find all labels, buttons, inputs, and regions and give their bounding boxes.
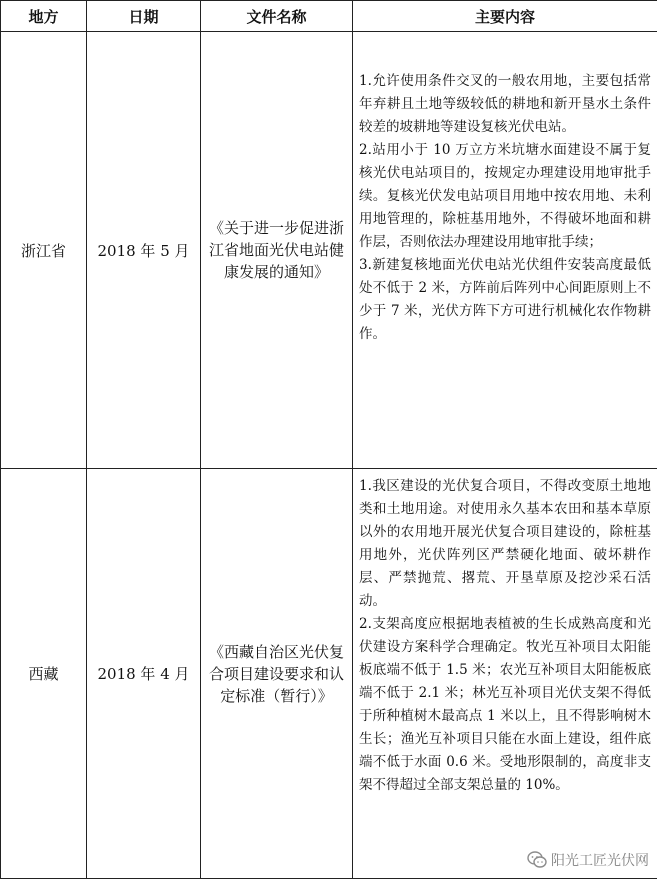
date-cell: 2018 年 5 月: [87, 32, 201, 469]
date-cell: 2018 年 4 月: [87, 469, 201, 879]
content-paragraph: 2.支架高度应根据地表植被的生长成熟高度和光伏建设方案科学合理确定。牧光互补项目太阳能板底端不低于 1.5 米；农光互补项目太阳能板底端不低于 2.1 米；林光互补项目光伏支架不得低于所种植树木最高点 1 米以上，且不得影响树木生长；渔光互补项目只能在水面上建设，组件底端不低于水面 0.6 米。受地形限制的，高度非支架不得超过全部支架总量的 10%。: [359, 613, 651, 797]
wechat-icon: [527, 851, 547, 869]
doc-title-cell: [201, 469, 353, 879]
content-paragraph: 1.我区建设的光伏复合项目，不得改变原土地地类和土地用途。对使用永久基本农田和基本草原以外的农用地开展光伏复合项目建设的，除桩基用地外，光伏阵列区严禁硬化地面、破坏耕作层、严禁抛荒、撂荒、开垦草原及挖沙采石活动。: [359, 475, 651, 613]
watermark-text: 阳光工匠光伏网: [551, 850, 649, 870]
content-cell: [353, 469, 657, 879]
watermark: [525, 850, 651, 870]
header-date: 日期: [87, 1, 201, 32]
content-paragraph: 3.新建复核地面光伏电站光伏组件安装高度最低处不低于 2 米，方阵前后阵列中心间距原则上不少于 7 米，光伏方阵下方可进行机械化农作物耕作。: [359, 254, 651, 346]
table-row: [1, 32, 657, 469]
content-cell: [353, 32, 657, 469]
header-doc-title: 文件名称: [201, 1, 353, 32]
content-text: [359, 469, 651, 797]
content-paragraph: 2.站用小于 10 万立方米坑塘水面建设不属于复核光伏电站项目的，按规定办理建设用地审批手续。复核光伏发电站项目用地中按农用地、未利用地管理的，除桩基用地外，不得破坏地面和耕作层，否则依法办理建设用地审批手续；: [359, 139, 651, 254]
doc-title: 《西藏自治区光伏复合项目建设要求和认定标准（暂行）》: [207, 641, 346, 707]
doc-title: 《关于进一步促进浙江省地面光伏电站健康发展的通知》: [207, 217, 346, 283]
header-region: 地方: [1, 1, 87, 32]
region-cell: 浙江省: [1, 32, 87, 469]
header-row: [1, 1, 657, 32]
region-cell: 西藏: [1, 469, 87, 879]
content-paragraph: 1.允许使用条件交叉的一般农用地，主要包括常年弃耕且土地等级较低的耕地和新开垦水土条件较差的坡耕地等建设复核光伏电站。: [359, 70, 651, 139]
content-text: [359, 32, 651, 346]
table-row: [1, 469, 657, 879]
header-content: 主要内容: [353, 1, 657, 32]
doc-title-cell: [201, 32, 353, 469]
